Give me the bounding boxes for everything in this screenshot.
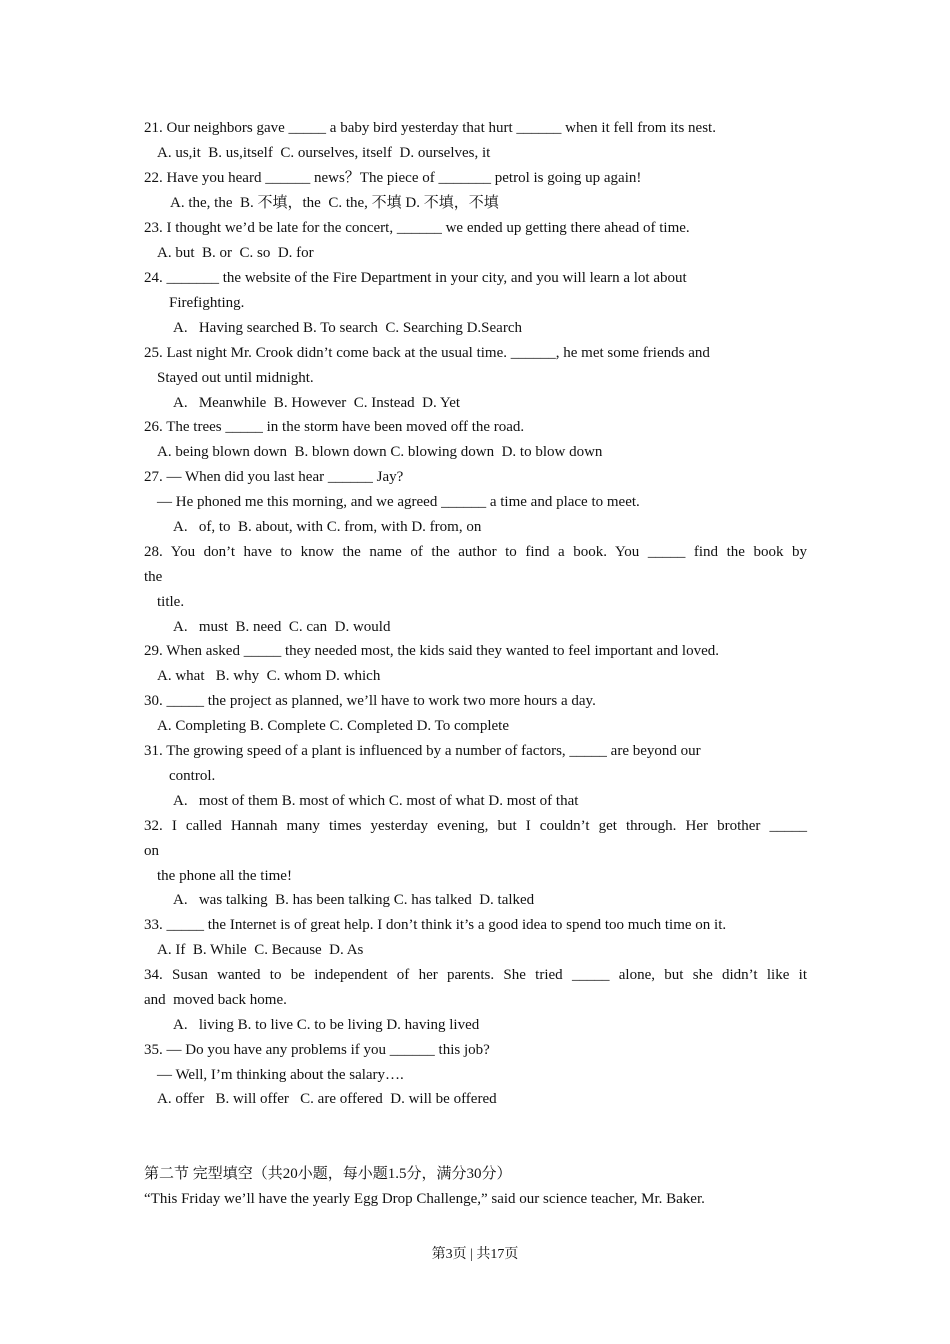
- question-24-stem-cont: Firefighting.: [169, 295, 245, 311]
- question-26-options: A. being blown down B. blown down C. blowing down D. to blow down: [157, 444, 603, 460]
- question-27-stem: 27. — When did you last hear ______ Jay?: [144, 469, 404, 485]
- question-26-stem: 26. The trees _____ in the storm have been moved off the road.: [144, 419, 525, 435]
- question-34-stem-cont: and moved back home.: [144, 992, 287, 1008]
- question-35-stem-cont: — Well, I’m thinking about the salary….: [157, 1067, 404, 1083]
- question-22-stem: 22. Have you heard ______ news？The piece of _______ petrol is going up again!: [144, 170, 642, 186]
- question-31-stem-cont: control.: [169, 768, 216, 784]
- question-24-options: A. Having searched B. To search C. Searching D.Search: [173, 320, 522, 336]
- question-35-options: A. offer B. will offer C. are offered D. will be offered: [157, 1091, 497, 1107]
- question-32-stem-cont: on: [144, 843, 159, 859]
- question-29-options: A. what B. why C. whom D. which: [157, 668, 381, 684]
- question-21-stem: 21. Our neighbors gave _____ a baby bird yesterday that hurt ______ when it fell from its nest.: [144, 120, 716, 136]
- question-24-stem: 24. _______ the website of the Fire Department in your city, and you will learn a lot about: [144, 270, 687, 286]
- section-intro: “This Friday we’ll have the yearly Egg Drop Challenge,” said our science teacher, Mr. Baker.: [144, 1191, 705, 1207]
- question-32-options: A. was talking B. has been talking C. has talked D. talked: [173, 892, 535, 908]
- question-27-options: A. of, to B. about, with C. from, with D. from, on: [173, 519, 482, 535]
- question-25-options: A. Meanwhile B. However C. Instead D. Yet: [173, 395, 461, 411]
- question-35-stem: 35. — Do you have any problems if you ______ this job?: [144, 1042, 490, 1058]
- question-31-stem: 31. The growing speed of a plant is influenced by a number of factors, _____ are beyond our: [144, 743, 701, 759]
- question-25-stem-cont: Stayed out until midnight.: [157, 370, 314, 386]
- question-29-stem: 29. When asked _____ they needed most, the kids said they wanted to feel important and loved.: [144, 643, 720, 659]
- question-34-stem: 34. Susan wanted to be independent of her parents. She tried _____ alone, but she didn’t like it: [144, 967, 807, 983]
- question-33-options: A. If B. While C. Because D. As: [157, 942, 364, 958]
- question-28-stem-cont-2: title.: [157, 594, 185, 610]
- question-32-stem: 32. I called Hannah many times yesterday evening, but I couldn’t get through. Her brother _____: [144, 818, 807, 834]
- question-28-stem: 28. You don’t have to know the name of the author to find a book. You _____ find the book by: [144, 544, 807, 560]
- question-30-options: A. Completing B. Complete C. Completed D. To complete: [157, 718, 509, 734]
- question-22-options: A. the, the B. 不填，the C. the, 不填 D. 不填，不填: [170, 195, 499, 211]
- question-32-stem-cont-2: the phone all the time!: [157, 868, 292, 884]
- question-23-stem: 23. I thought we’d be late for the concert, ______ we ended up getting there ahead of time.: [144, 220, 690, 236]
- page-footer: 第3页 | 共17页: [431, 1247, 519, 1262]
- question-28-options: A. must B. need C. can D. would: [173, 619, 391, 635]
- question-28-stem-cont: the: [144, 569, 163, 585]
- question-27-stem-cont: — He phoned me this morning, and we agreed ______ a time and place to meet.: [157, 494, 640, 510]
- question-34-options: A. living B. to live C. to be living D. having lived: [173, 1017, 480, 1033]
- section-heading: 第二节 完型填空（共20小题，每小题1.5分，满分30分）: [144, 1166, 512, 1182]
- question-33-stem: 33. _____ the Internet is of great help. I don’t think it’s a good idea to spend too much time on it.: [144, 917, 727, 933]
- question-25-stem: 25. Last night Mr. Crook didn’t come back at the usual time. ______, he met some friends and: [144, 345, 710, 361]
- question-23-options: A. but B. or C. so D. for: [157, 245, 314, 261]
- question-21-options: A. us,it B. us,itself C. ourselves, itself D. ourselves, it: [157, 145, 491, 161]
- question-30-stem: 30. _____ the project as planned, we’ll have to work two more hours a day.: [144, 693, 596, 709]
- question-31-options: A. most of them B. most of which C. most of what D. most of that: [173, 793, 579, 809]
